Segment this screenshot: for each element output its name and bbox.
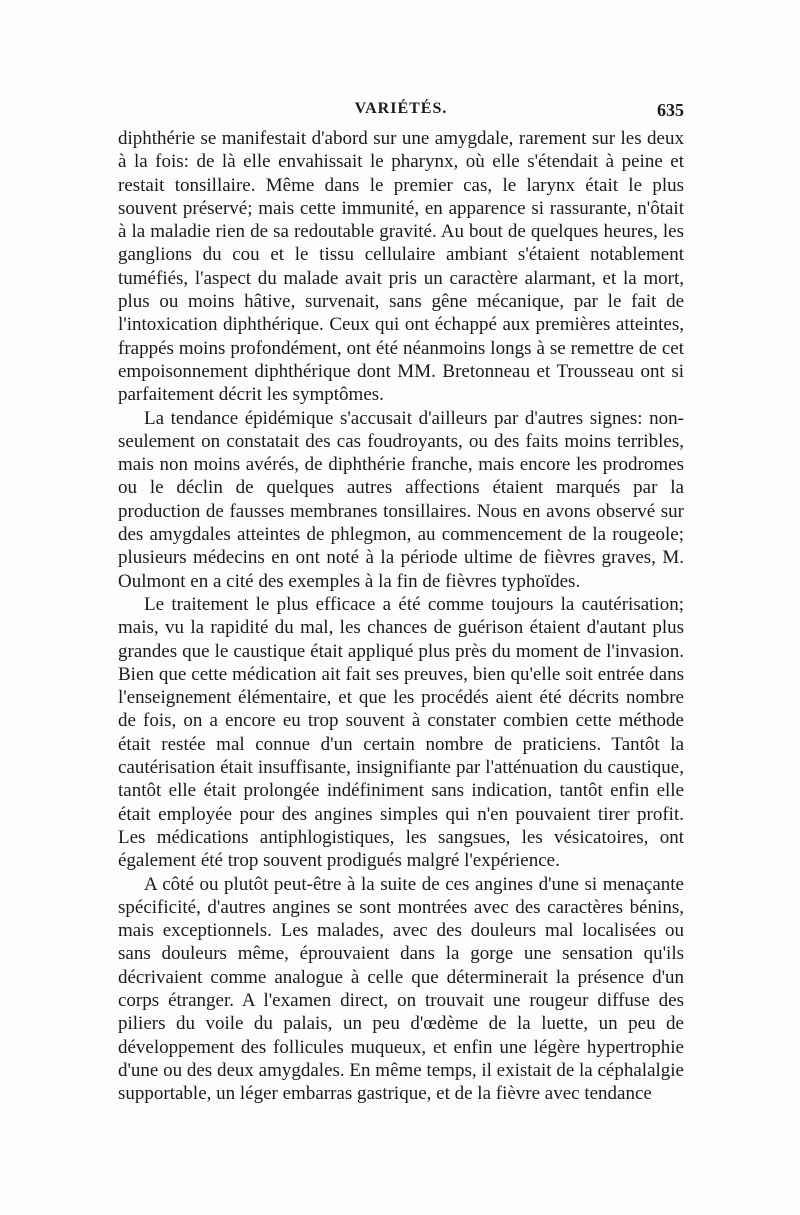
body-text [118, 127, 684, 1105]
paragraph-2: La tendance épidémique s'accusait d'ailleurs par d'autres signes: non-seulement on constatait des cas foudroyants, ou des faits moins terribles, mais non moins avérés, de diphthérie franche, mais encore les prodromes ou le déclin de quelques autres affections étaient marqués par la production de fausses membranes tonsillaires. Nous en avons observé sur des amygdales atteintes de phlegmon, au commencement de la rougeole; plusieurs médecins en ont noté à la période ultime de fièvres graves, M. Oulmont en a cité des exemples à la fin de fièvres typhoïdes. [118, 407, 684, 592]
running-title: VARIÉTÉS. [354, 100, 448, 117]
paragraph-3: Le traitement le plus efficace a été comme toujours la cautérisation; mais, vu la rapidité du mal, les chances de guérison étaient d'autant plus grandes que le caustique était appliqué plus près du moment de l'invasion. Bien que cette médication ait fait ses preuves, bien qu'elle soit entrée dans l'enseignement élémentaire, et que les procédés aient été décrits nombre de fois, on a encore eu trop souvent à constater combien cette méthode était restée mal connue d'un certain nombre de praticiens. Tantôt la cautérisation était insuffisante, insignifiante par l'atténuation du caustique, tantôt elle était prolongée indéfiniment sans indication, tantôt enfin elle était employée pour des angines simples qui n'en pouvaient tirer profit. Les médications antiphlogistiques, les sangsues, les vésicatoires, ont également été trop souvent prodigués malgré l'expérience. [118, 593, 684, 872]
paragraph-4: A côté ou plutôt peut-être à la suite de ces angines d'une si menaçante spécificité, d'autres angines se sont montrées avec des caractères bénins, mais exceptionnels. Les malades, avec des douleurs mal localisées ou sans douleurs même, éprouvaient dans la gorge une sensation qu'ils décrivaient comme analogue à celle que déterminerait la présence d'un corps étranger. A l'examen direct, on trouvait une rougeur diffuse des piliers du voile du palais, un peu d'œdème de la luette, un peu de développement des follicules muqueux, et enfin une légère hypertrophie d'une ou des deux amygdales. En même temps, il existait de la céphalalgie supportable, un léger embarras gastrique, et de la fièvre avec tendance [118, 873, 684, 1105]
paragraph-1: diphthérie se manifestait d'abord sur une amygdale, rarement sur les deux à la fois: de là elle envahissait le pharynx, où elle s'étendait à peine et restait tonsillaire. Même dans le premier cas, le larynx était le plus souvent préservé; mais cette immunité, en apparence si rassurante, n'ôtait à la maladie rien de sa redoutable gravité. Au bout de quelques heures, les ganglions du cou et le tissu cellulaire ambiant s'étaient notablement tuméfiés, l'aspect du malade avait pris un caractère alarmant, et la mort, plus ou moins hâtive, survenait, sans gêne mécanique, par le fait de l'intoxication diphthérique. Ceux qui ont échappé aux premières atteintes, frappés moins profondément, ont été néanmoins longs à se remettre de cet empoisonnement diphthérique dont MM. Bretonneau et Trousseau ont si parfaitement décrit les symptômes. [118, 128, 684, 406]
page-number: 635 [657, 100, 684, 120]
running-header [118, 100, 684, 124]
